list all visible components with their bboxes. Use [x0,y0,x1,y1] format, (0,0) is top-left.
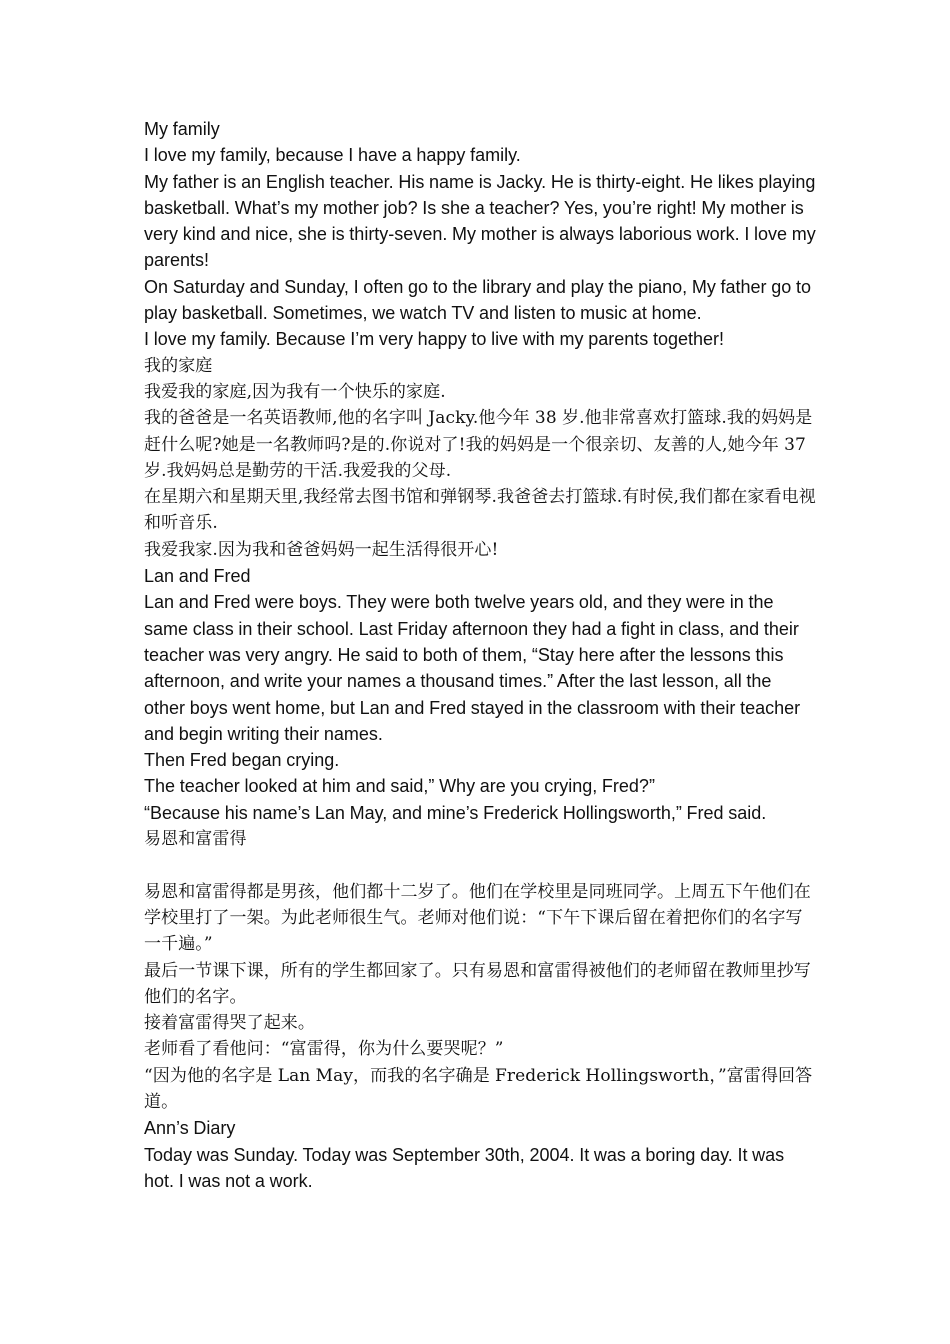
paragraph-cn: 易恩和富雷得都是男孩，他们都十二岁了。他们在学校里是同班同学。上周五下午他们在学校里打了一架。为此老师很生气。老师对他们说：“下午下课后留在着把你们的名字写一千遍。” [144,881,811,955]
paragraph-cn: 在星期六和星期天里,我经常去图书馆和弹钢琴.我爸爸去打篮球.有时侯,我们都在家看电视和听音乐. [144,487,816,534]
title-my-family-cn: 我的家庭 [144,355,213,376]
paragraph: On Saturday and Sunday, I often go to the library and play the piano, My father go to play basketball. Sometimes, we watch TV and listen to music at home. [144,276,811,324]
paragraph: My father is an English teacher. His name is Jacky. He is thirty-eight. He likes playing basketball. What’s my mother job? Is she a teacher? Yes, you’re right! My mother is very kind and nice, she is thirty-seven. My mother is always laborious work. I love my parents! [144,171,816,271]
paragraph-cn: 最后一节课下课，所有的学生都回家了。只有易恩和富雷得被他们的老师留在教师里抄写他们的名字。 [144,960,811,1007]
title-lan-and-fred-cn: 易恩和富雷得 [144,829,247,850]
paragraph-cn: 我的爸爸是一名英语教师,他的名字叫 Jacky.他今年 38 岁.他非常喜欢打篮球.我的妈妈是赶什么呢?她是一名教师吗?是的.你说对了!我的妈妈是一个很亲切、友善的人,她今年 37 岁.我妈妈总是勤劳的干活.我爱我的父母. [144,408,813,481]
paragraph: The teacher looked at him and said,” Why are you crying, Fred?” [144,776,655,797]
paragraph-cn: 接着富雷得哭了起来。 [144,1013,315,1034]
title-lan-and-fred: Lan and Fred [144,566,251,587]
paragraph: Lan and Fred were boys. They were both twelve years old, and they were in the same class in their school. Last Friday afternoon they had a fight in class, and their teacher was very angry. He said to both of them, “Stay here after the lessons this afternoon, and write your names a thousand times.” After the last lesson, all the other boys went home, but Lan and Fred stayed in the classroom with their teacher and begin writing their names. [144,592,801,744]
title-anns-diary: Ann’s Diary [144,1118,236,1139]
paragraph-cn: “因为他的名字是 Lan May，而我的名字确是 Frederick Hollingsworth，”富雷得回答道。 [144,1065,813,1112]
document-page [144,116,816,1194]
paragraph: I love my family. Because I’m very happy to live with my parents together! [144,329,725,350]
paragraph: “Because his name’s Lan May, and mine’s Frederick Hollingsworth,” Fred said. [144,802,767,823]
paragraph: I love my family, because I have a happy family. [144,145,521,166]
paragraph-cn: 我爱我的家庭,因为我有一个快乐的家庭. [144,381,446,402]
paragraph: Then Fred began crying. [144,750,340,771]
paragraph-cn: 老师看了看他问：“富雷得，你为什么要哭呢？” [144,1039,504,1060]
paragraph: Today was Sunday. Today was September 30th, 2004. It was a boring day. It was hot. I was not a work. [144,1144,785,1191]
blank-line [144,852,816,878]
paragraph-cn: 我爱我家.因为我和爸爸妈妈一起生活得很开心! [144,539,499,560]
title-my-family: My family [144,119,220,139]
